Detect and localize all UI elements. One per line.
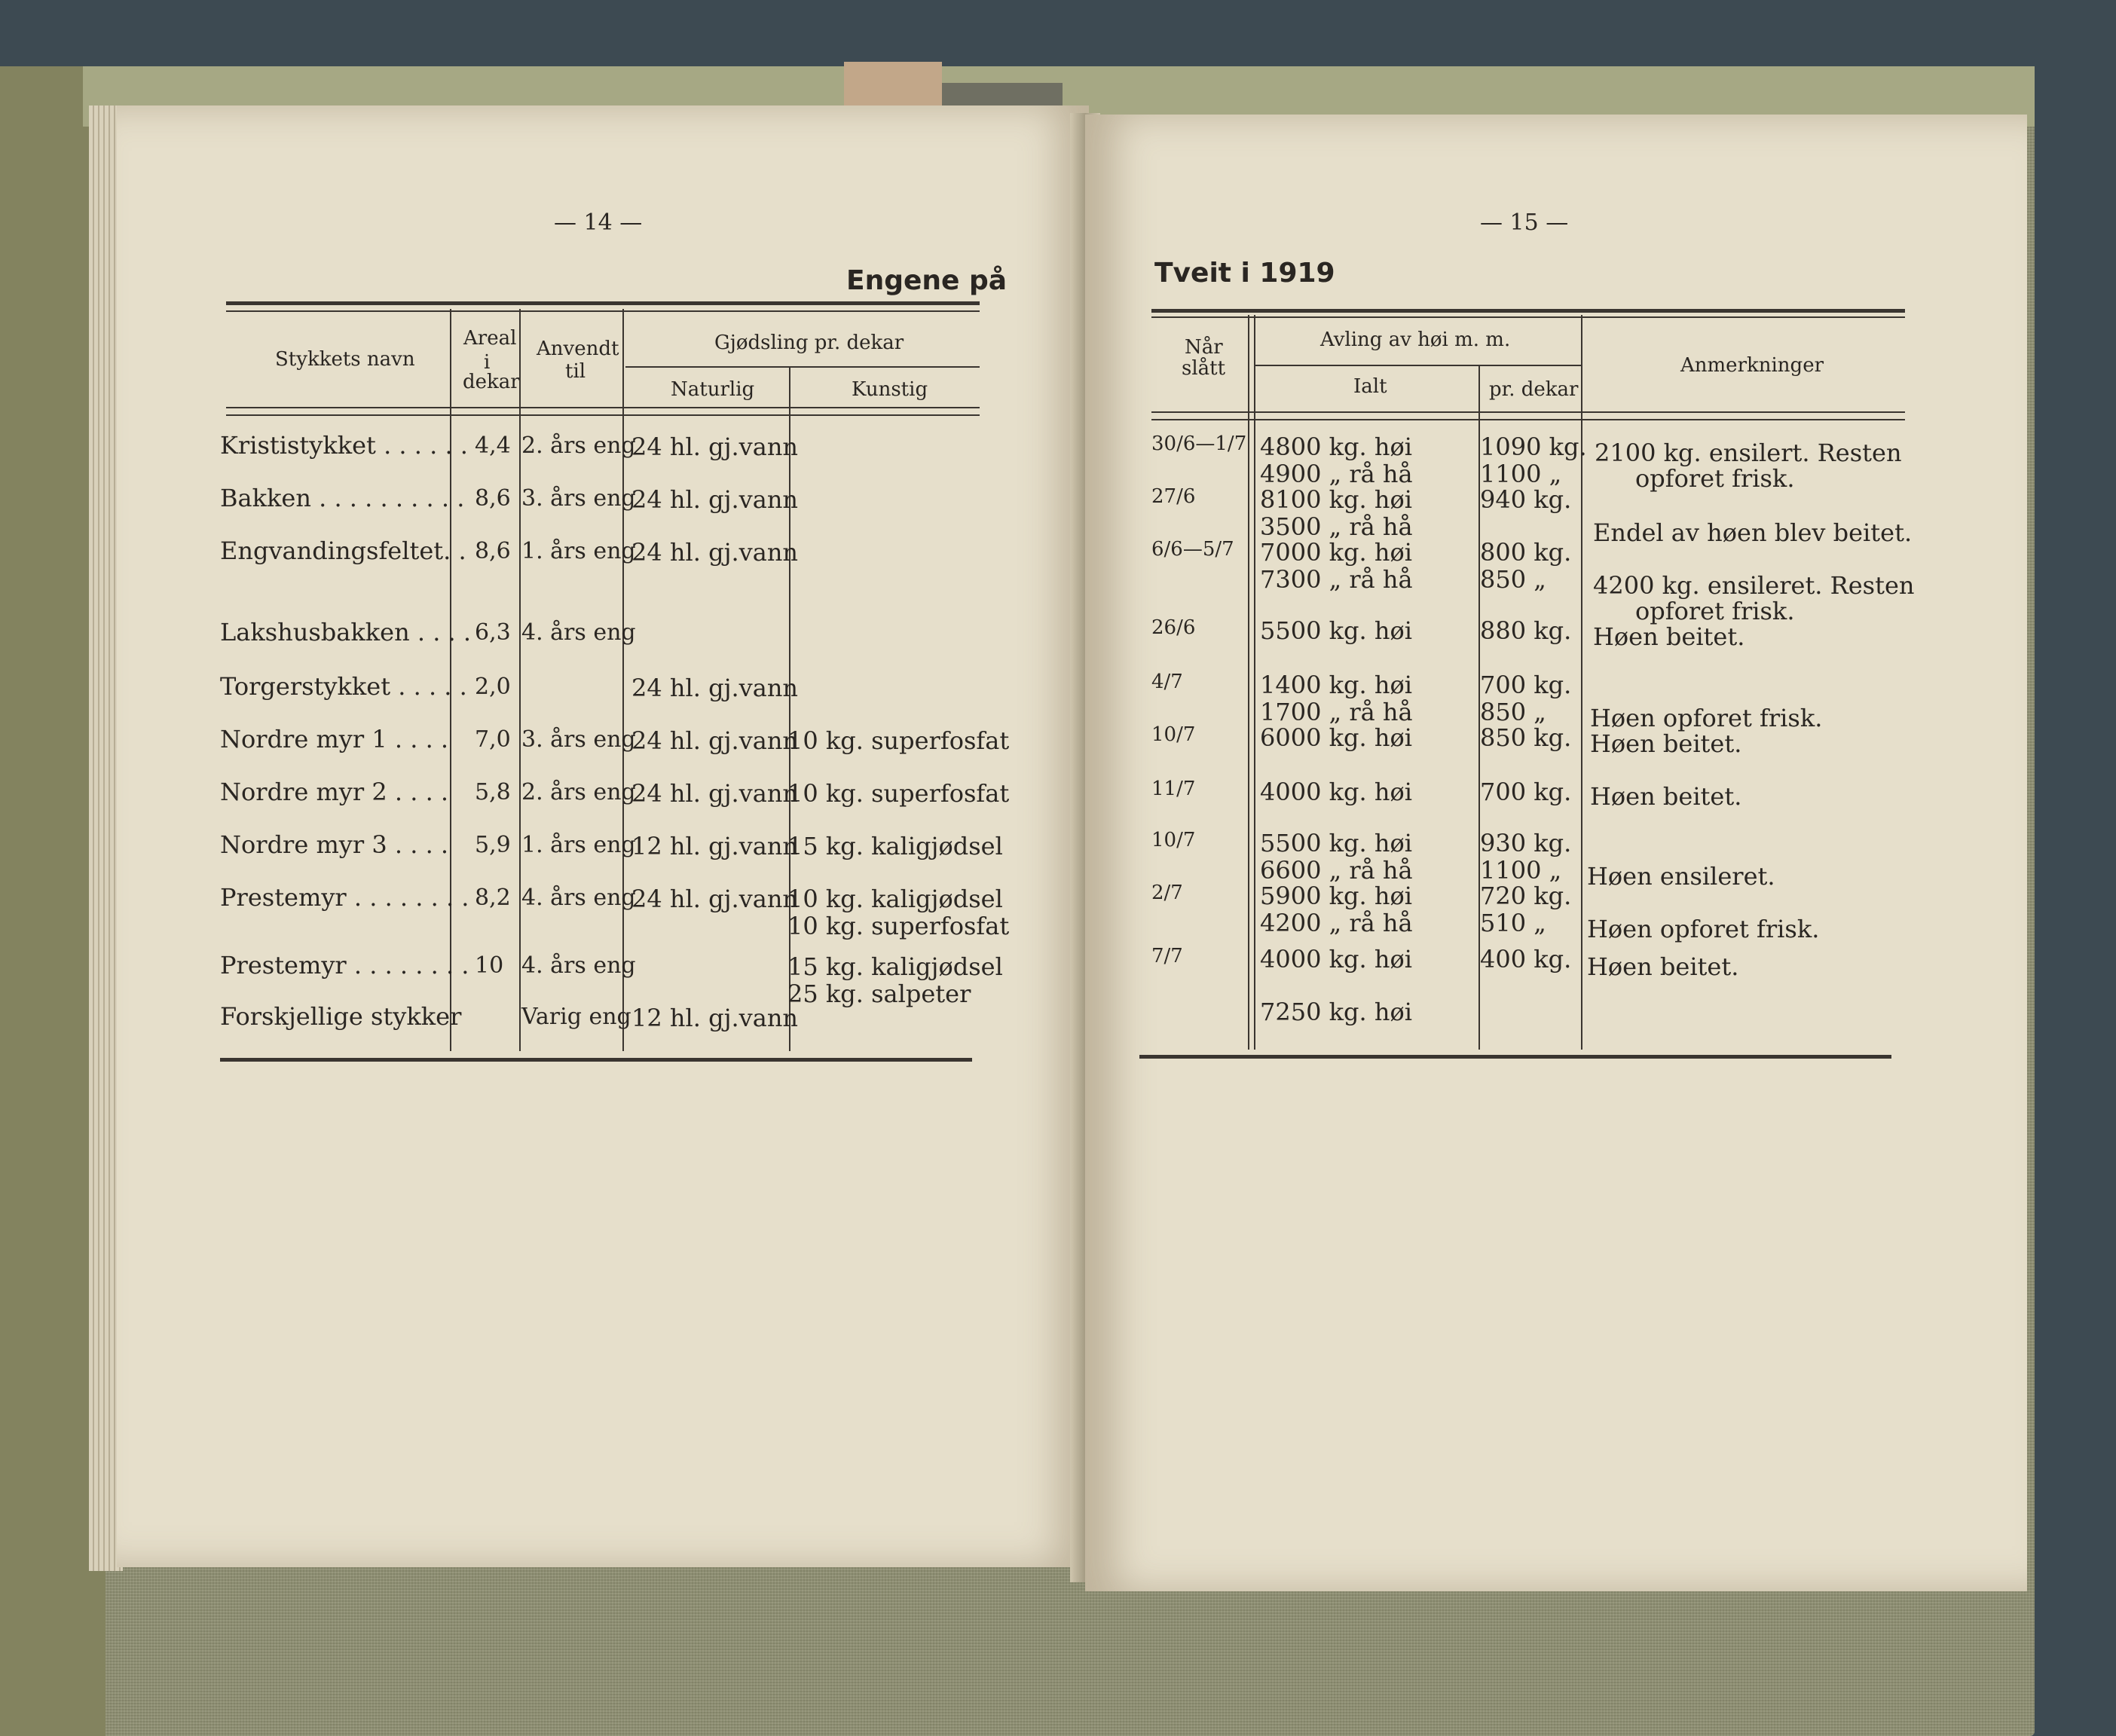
field-area: 4,4 — [475, 432, 511, 459]
rule — [1151, 309, 1905, 313]
field-name: Nordre myr 1 . . . . — [220, 725, 449, 753]
field-name: Prestemyr . . . . . . . . — [220, 951, 469, 980]
remark-line: Høen opforet frisk. — [1590, 704, 1823, 732]
col-header-area-2: i — [484, 351, 491, 374]
rule — [1151, 316, 1905, 318]
yield-total: 6600 „ rå hå — [1260, 856, 1413, 885]
yield-total: 1700 „ rå hå — [1260, 698, 1413, 726]
col-divider — [789, 366, 790, 1051]
col-header-area-1: Areal — [463, 327, 517, 350]
yield-per-dekar: 800 kg. — [1480, 538, 1572, 567]
remark-line: opforet frisk. — [1635, 464, 1795, 493]
col-header-fertilizer: Gjødsling pr. dekar — [714, 332, 904, 354]
field-artificial-fertilizer: 15 kg. kaligjødsel — [787, 952, 1003, 981]
field-area: 10 — [475, 952, 504, 979]
col-divider — [1254, 315, 1255, 1050]
field-use: 4. års eng — [521, 619, 636, 646]
field-natural-fertilizer: 24 hl. gj.vann — [631, 674, 799, 702]
yield-per-dekar: 850 „ — [1480, 698, 1546, 726]
field-name: Nordre myr 3 . . . . — [220, 830, 449, 859]
page-number-15: — 15 — — [1480, 209, 1569, 236]
field-artificial-fertilizer: 15 kg. kaligjødsel — [787, 832, 1003, 860]
field-natural-fertilizer: 24 hl. gj.vann — [631, 485, 799, 514]
rule — [1254, 365, 1582, 366]
page-number-14: — 14 — — [554, 209, 643, 236]
remark-line: Endel av høen blev beitet. — [1593, 518, 1913, 547]
col-header-date-1: Når — [1185, 336, 1223, 359]
field-natural-fertilizer: 24 hl. gj.vann — [631, 432, 799, 461]
rule — [625, 366, 980, 368]
mowing-date: 27/6 — [1151, 485, 1196, 508]
field-name: Krististykket . . . . . . — [220, 431, 468, 460]
yield-per-dekar: 700 kg. — [1480, 778, 1572, 806]
mowing-date: 6/6—5/7 — [1151, 538, 1234, 561]
field-artificial-fertilizer-2: 10 kg. superfosfat — [787, 912, 1010, 940]
col-header-area-3: dekar — [463, 371, 520, 393]
mowing-date: 26/6 — [1151, 616, 1196, 639]
col-header-yield: Avling av høi m. m. — [1320, 329, 1511, 351]
field-artificial-fertilizer: 10 kg. superfosfat — [787, 779, 1010, 808]
field-area: 2,0 — [475, 674, 511, 700]
mowing-date: 4/7 — [1151, 671, 1183, 693]
yield-total: 6000 kg. høi — [1260, 723, 1412, 752]
yield-per-dekar: 850 „ — [1480, 565, 1546, 594]
yield-total: 7250 kg. høi — [1260, 998, 1412, 1026]
yield-per-dekar: 700 kg. — [1480, 671, 1572, 699]
field-name: Prestemyr . . . . . . . . — [220, 883, 469, 912]
yield-per-dekar: 940 kg. — [1480, 485, 1572, 514]
field-use: 4. års eng — [521, 885, 636, 911]
field-use: 4. års eng — [521, 952, 636, 979]
yield-per-dekar: 1100 „ — [1480, 856, 1562, 885]
yield-total: 1400 kg. høi — [1260, 671, 1412, 699]
yield-total: 7000 kg. høi — [1260, 538, 1412, 567]
field-area: 6,3 — [475, 619, 511, 646]
yield-total: 4000 kg. høi — [1260, 778, 1412, 806]
field-name: Torgerstykket . . . . . — [220, 672, 467, 701]
yield-total: 7300 „ rå hå — [1260, 565, 1413, 594]
col-divider — [622, 309, 624, 1051]
col-header-artificial: Kunstig — [852, 378, 928, 401]
rule — [1151, 419, 1905, 420]
remark-line: 4200 kg. ensileret. Resten — [1593, 571, 1915, 600]
field-name: Bakken . . . . . . . . . . — [220, 484, 465, 512]
mowing-date: 2/7 — [1151, 882, 1183, 904]
remark-line: Høen opforet frisk. — [1587, 915, 1820, 943]
remark-line: Høen beitet. — [1593, 622, 1745, 651]
rule — [1151, 411, 1905, 413]
field-name: Forskjellige stykker — [220, 1002, 462, 1031]
remark-line: 2100 kg. ensilert. Resten — [1595, 439, 1902, 467]
yield-per-dekar: 1100 „ — [1480, 460, 1562, 488]
field-area: 8,2 — [475, 885, 511, 911]
field-area: 5,8 — [475, 779, 511, 805]
rule — [226, 301, 980, 305]
col-divider — [1248, 315, 1249, 1050]
field-area: 5,9 — [475, 832, 511, 858]
yield-total: 4800 kg. høi — [1260, 432, 1412, 461]
field-use: Varig eng — [521, 1004, 631, 1030]
yield-total: 5500 kg. høi — [1260, 829, 1412, 857]
col-header-use-1: Anvendt — [537, 338, 619, 360]
yield-per-dekar: 930 kg. — [1480, 829, 1572, 857]
yield-total: 5500 kg. høi — [1260, 616, 1412, 645]
yield-per-dekar: 510 „ — [1480, 909, 1546, 937]
field-name: Nordre myr 2 . . . . — [220, 778, 449, 806]
field-use: 1. års eng — [521, 832, 636, 858]
remark-line: opforet frisk. — [1635, 597, 1795, 625]
mowing-date: 30/6—1/7 — [1151, 432, 1247, 455]
yield-per-dekar: 880 kg. — [1480, 616, 1572, 645]
field-artificial-fertilizer: 10 kg. kaligjødsel — [787, 885, 1003, 913]
mowing-date: 10/7 — [1151, 829, 1196, 851]
field-use: 2. års eng — [521, 779, 636, 805]
field-artificial-fertilizer-2: 25 kg. salpeter — [787, 980, 971, 1008]
field-use: 3. års eng — [521, 726, 636, 753]
col-header-remarks: Anmerkninger — [1680, 354, 1824, 377]
field-natural-fertilizer: 12 hl. gj.vann — [631, 832, 799, 860]
yield-per-dekar: 720 kg. — [1480, 882, 1572, 910]
col-header-natural: Naturlig — [671, 378, 755, 401]
yield-total: 8100 kg. høi — [1260, 485, 1412, 514]
field-name: Lakshusbakken . . . . — [220, 618, 472, 646]
col-header-total: Ialt — [1353, 375, 1387, 398]
yield-per-dekar: 400 kg. — [1480, 945, 1572, 973]
yield-per-dekar: 850 kg. — [1480, 723, 1572, 752]
field-use: 1. års eng — [521, 538, 636, 564]
page-heading-right: Tveit i 1919 — [1154, 258, 1335, 289]
field-natural-fertilizer: 24 hl. gj.vann — [631, 885, 799, 913]
remark-line: Høen beitet. — [1587, 952, 1739, 981]
rule — [226, 310, 980, 312]
yield-total: 4200 „ rå hå — [1260, 909, 1413, 937]
field-natural-fertilizer: 24 hl. gj.vann — [631, 538, 799, 567]
field-natural-fertilizer: 24 hl. gj.vann — [631, 726, 799, 755]
page-heading-left: Engene på — [846, 265, 1008, 296]
remark-line: Høen beitet. — [1590, 782, 1742, 811]
rule — [1139, 1055, 1891, 1059]
mowing-date: 7/7 — [1151, 945, 1183, 967]
field-area: 8,6 — [475, 538, 511, 564]
remark-line: Høen ensileret. — [1587, 862, 1775, 891]
col-divider — [1581, 315, 1582, 1050]
col-header-use-2: til — [565, 360, 586, 383]
field-name: Engvandingsfeltet. . — [220, 536, 466, 565]
col-header-date-2: slått — [1182, 357, 1226, 380]
rule — [226, 414, 980, 416]
col-header-per-dekar: pr. dekar — [1489, 378, 1579, 401]
rule — [226, 407, 980, 408]
field-natural-fertilizer: 12 hl. gj.vann — [631, 1004, 799, 1032]
yield-total: 4000 kg. høi — [1260, 945, 1412, 973]
yield-total: 5900 kg. høi — [1260, 882, 1412, 910]
yield-total: 4900 „ rå hå — [1260, 460, 1413, 488]
col-header-name: Stykkets navn — [275, 348, 415, 371]
yield-per-dekar: 1090 kg. — [1480, 432, 1587, 461]
mowing-date: 10/7 — [1151, 723, 1196, 746]
mowing-date: 11/7 — [1151, 778, 1196, 800]
yield-total: 3500 „ rå hå — [1260, 512, 1413, 541]
field-artificial-fertilizer: 10 kg. superfosfat — [787, 726, 1010, 755]
col-divider — [519, 309, 521, 1051]
field-natural-fertilizer: 24 hl. gj.vann — [631, 779, 799, 808]
field-area: 7,0 — [475, 726, 511, 753]
field-use: 2. års eng — [521, 432, 636, 459]
remark-line: Høen beitet. — [1590, 729, 1742, 758]
field-use: 3. års eng — [521, 485, 636, 512]
rule — [220, 1058, 972, 1062]
field-area: 8,6 — [475, 485, 511, 512]
